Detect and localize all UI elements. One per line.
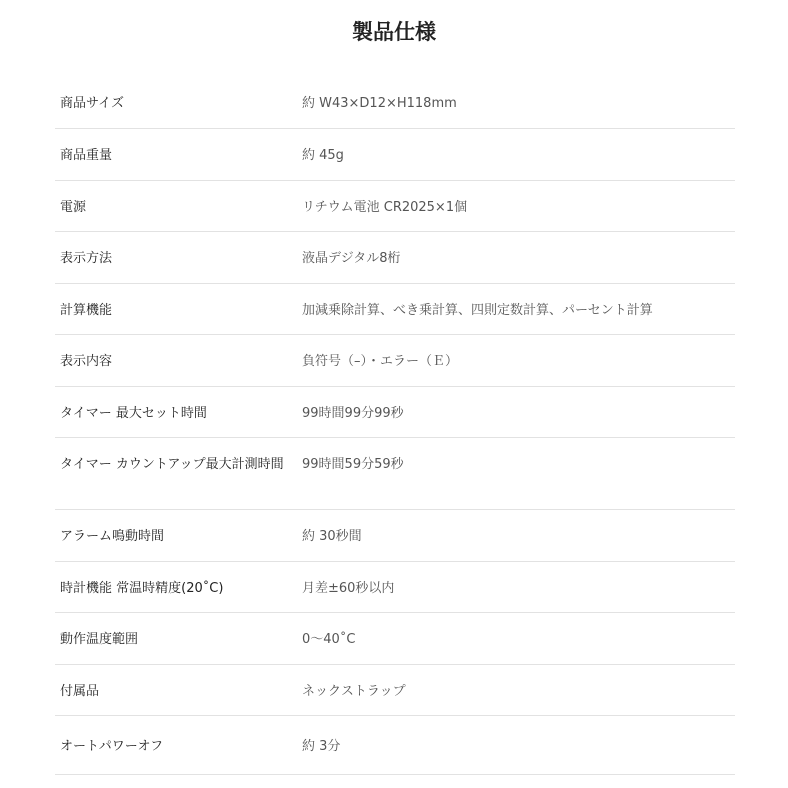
- spec-value: リチウム電池 CR2025×1個: [297, 180, 735, 232]
- spec-label: タイマー カウントアップ最大計測時間: [55, 438, 297, 510]
- spec-label: 表示方法: [55, 232, 297, 284]
- spec-label: 表示内容: [55, 335, 297, 387]
- spec-value: 液晶デジタル8桁: [297, 232, 735, 284]
- spec-row: [55, 129, 735, 181]
- spec-row: [55, 283, 735, 335]
- spec-row: [55, 180, 735, 232]
- page-title: 製品仕様: [352, 20, 436, 44]
- spec-label: 電源: [55, 180, 297, 232]
- spec-row: [55, 438, 735, 510]
- spec-row: [55, 232, 735, 284]
- spec-label: 商品重量: [55, 129, 297, 181]
- spec-row: [55, 386, 735, 438]
- spec-value: 99時間99分99秒: [297, 386, 735, 438]
- spec-label: 付属品: [55, 664, 297, 716]
- spec-value: 約 3分: [297, 716, 735, 775]
- spec-row: [55, 561, 735, 613]
- spec-value: ネックストラップ: [297, 664, 735, 716]
- spec-row: [55, 716, 735, 775]
- spec-table: [55, 77, 735, 775]
- spec-label: 時計機能 常温時精度(20˚C): [55, 561, 297, 613]
- spec-label: 動作温度範囲: [55, 613, 297, 665]
- spec-label: オートパワーオフ: [55, 716, 297, 775]
- spec-row: [55, 77, 735, 129]
- spec-label: アラーム鳴動時間: [55, 510, 297, 562]
- spec-row: [55, 664, 735, 716]
- spec-value: 月差±60秒以内: [297, 561, 735, 613]
- spec-value: 加減乗除計算、べき乗計算、四則定数計算、パーセント計算: [297, 283, 735, 335]
- spec-row: [55, 335, 735, 387]
- spec-value: 0～40˚C: [297, 613, 735, 665]
- spec-value: 負符号（–）・エラー（Ｅ）: [297, 335, 735, 387]
- spec-row: [55, 613, 735, 665]
- spec-label: 商品サイズ: [55, 77, 297, 129]
- spec-value: 約 45g: [297, 129, 735, 181]
- spec-value: 99時間59分59秒: [297, 438, 735, 510]
- spec-label: 計算機能: [55, 283, 297, 335]
- spec-row: [55, 510, 735, 562]
- spec-label: タイマー 最大セット時間: [55, 386, 297, 438]
- spec-value: 約 W43×D12×H118mm: [297, 77, 735, 129]
- spec-value: 約 30秒間: [297, 510, 735, 562]
